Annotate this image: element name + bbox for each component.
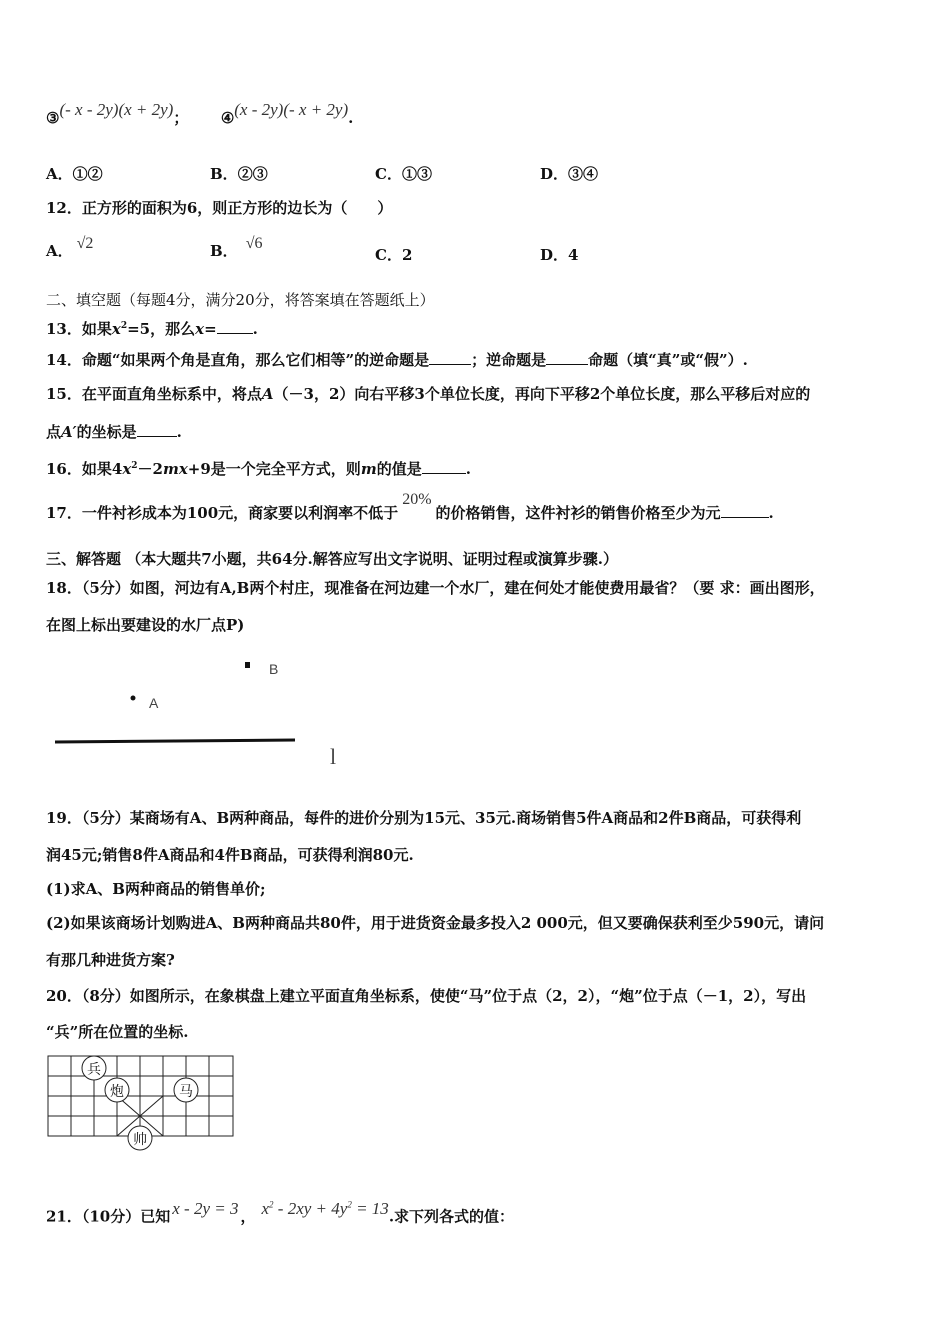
q20-line-1: 20．（8分）如图所示，在象棋盘上建立平面直角坐标系，使使“马”位于点（2，2），“炮”位于点（－1，2），写出 (46, 987, 807, 1005)
equation-2 (262, 1199, 389, 1218)
piece-ma-label: 马 (179, 1084, 193, 1100)
q19-line-2: 润45元;销售8件A商品和4件B商品，可获得利润80元. (46, 846, 414, 864)
q12-option-d[interactable] (540, 244, 578, 265)
q15-text-a: 15．在平面直角坐标系中，将点 (46, 385, 262, 403)
expression-4: (x - 2y)(- x + 2y) (234, 100, 349, 119)
q20-line-2: “兵”所在位置的坐标. (46, 1023, 189, 1041)
label-A: A (149, 695, 159, 711)
point-B-dot (245, 662, 250, 668)
period: . (176, 423, 182, 441)
q12-option-c[interactable] (375, 244, 412, 265)
period: . (465, 460, 471, 478)
q15-text-c: 点 (46, 423, 62, 441)
q14-text-c: 命题（填“真”或“假”）. (588, 351, 748, 369)
q18-line-2: 在图上标出要建设的水厂点P) (46, 616, 245, 634)
answer-blank[interactable] (721, 503, 769, 518)
q11-option-b[interactable] (210, 163, 268, 184)
percent-value: 20% (402, 491, 432, 508)
q14-text-a: 14．命题“如果两个角是直角，那么它们相等”的逆命题是 (46, 351, 430, 369)
option-label: C． (375, 165, 402, 183)
separator: ； (173, 109, 189, 127)
q13-text-b: =5，那么 (127, 320, 196, 338)
q14-text-b: ；逆命题是 (471, 351, 547, 369)
piece-pao-label: 炮 (110, 1084, 124, 1100)
section-3-heading: 三、解答题 （本大题共7小题，共64分.解答应写出文字说明、证明过程或演算步骤.） (46, 550, 618, 568)
var-A: A (261, 385, 274, 403)
option-text: 4 (568, 246, 579, 264)
option-text: ③④ (568, 165, 599, 183)
answer-blank[interactable] (217, 319, 253, 334)
q16-text-c: +9是一个完全平方式，则 (187, 460, 361, 478)
q17-text-a: 17．一件衬衫成本为100元，商家要以利润率不低于 (46, 504, 399, 522)
q18-line-1: 18．（5分）如图，河边有A,B两个村庄，现准备在河边建一个水厂，建在何处才能使费用最省？（要 求：画出图形， (46, 579, 825, 597)
q16-line (46, 456, 471, 479)
exponent: 2 (269, 1199, 274, 1209)
q12-option-b[interactable] (210, 235, 263, 261)
option-label: D． (540, 246, 569, 264)
exponent: 2 (120, 321, 128, 331)
piece-pao (105, 1078, 129, 1102)
q14-line (46, 350, 748, 370)
circled-4-mark: ④ (220, 109, 235, 127)
q11-option-a[interactable] (46, 163, 103, 184)
equation-1: x - 2y = 3 (172, 1198, 239, 1218)
q21-text-a: 21．（10分）已知 (46, 1207, 171, 1226)
q19-line-3: (1)求A、B两种商品的销售单价; (46, 880, 266, 898)
option-label: B． (210, 165, 238, 183)
period: . (768, 504, 774, 522)
piece-bing (82, 1056, 106, 1080)
equals: = (204, 320, 217, 338)
option-text: 2 (401, 246, 413, 264)
answer-blank-2[interactable] (546, 350, 588, 365)
option-label: D． (540, 165, 569, 183)
section-2-heading: 二、填空题（每题4分，满分20分，将答案填在答题纸上） (46, 291, 435, 309)
q15-line-1 (46, 384, 810, 404)
answer-blank[interactable] (137, 422, 177, 437)
q17-text-b: 的价格销售，这件衬衫的销售价格至少为元 (435, 504, 721, 522)
q11-items-line (46, 100, 354, 128)
option-label: C． (375, 246, 402, 264)
var-mx: mx (162, 460, 188, 478)
q18-figure (40, 650, 360, 780)
eq2-part-a: x (261, 1198, 270, 1218)
chessboard-figure (40, 1048, 250, 1158)
var-m: m (360, 460, 377, 478)
option-text: √6 (245, 235, 263, 252)
q16-text-a: 16．如果4 (46, 460, 123, 478)
piece-ma (174, 1078, 198, 1102)
option-text: ①③ (401, 165, 432, 183)
var-x: x (111, 320, 121, 338)
piece-bing-label: 兵 (87, 1062, 101, 1078)
exponent: 2 (131, 461, 138, 471)
q13-line (46, 316, 258, 339)
eq2-part-c: = 13 (351, 1198, 389, 1218)
piece-shuai-label: 帅 (133, 1132, 147, 1148)
eq2-part-b: - 2xy + 4y (273, 1198, 348, 1218)
period: . (348, 109, 354, 127)
river-line (55, 740, 295, 742)
point-A-dot (131, 696, 136, 701)
answer-blank[interactable] (422, 459, 466, 474)
piece-shuai (128, 1126, 152, 1150)
option-text: √2 (76, 235, 94, 252)
q21-text-b: .求下列各式的值： (388, 1207, 515, 1226)
circled-3-mark: ③ (46, 109, 60, 127)
var-A-prime: A′ (61, 423, 77, 441)
option-label: A． (46, 242, 73, 260)
option-label: A． (46, 165, 73, 183)
period: . (252, 320, 258, 338)
q12-option-a[interactable] (46, 235, 94, 261)
label-B: B (269, 661, 279, 677)
q12-stem: 12．正方形的面积为6，则正方形的边长为（ ） (46, 199, 393, 217)
q19-line-5: 有那几种进货方案? (46, 951, 175, 969)
q15-text-b: （－3，2）向右平移3个单位长度，再向下平移2个单位长度，那么平移后对应的 (273, 385, 811, 403)
q19-line-1: 19．（5分）某商场有A、B两种商品，每件的进价分别为15元、35元.商场销售5件A商品和2件B商品，可获得利 (46, 809, 802, 827)
answer-blank-1[interactable] (429, 350, 471, 365)
q15-text-d: 的坐标是 (76, 423, 137, 441)
q21-line (46, 1198, 515, 1227)
option-text: ②③ (237, 165, 268, 183)
option-text: ①② (72, 165, 103, 183)
q19-line-4: (2)如果该商场计划购进A、B两种商品共80件，用于进货资金最多投入2 000元，但又要确保获利至少590元，请问 (46, 914, 825, 932)
q15-line-2 (46, 422, 182, 442)
q16-text-d: 的值是 (376, 460, 422, 478)
label-l: l (330, 744, 337, 769)
q11-option-d[interactable] (540, 163, 598, 184)
q11-option-c[interactable] (375, 163, 432, 184)
option-label: B． (210, 242, 238, 260)
exponent: 2 (347, 1199, 352, 1209)
var-x: x (122, 460, 132, 478)
var-x: x (195, 320, 205, 338)
q13-text-a: 13．如果 (46, 320, 112, 338)
q17-line (46, 491, 774, 524)
chessboard-grid (48, 1056, 233, 1136)
comma: ， (240, 1207, 256, 1226)
expression-3: (- x - 2y)(x + 2y) (59, 100, 174, 119)
q16-text-b: －2 (137, 460, 163, 478)
